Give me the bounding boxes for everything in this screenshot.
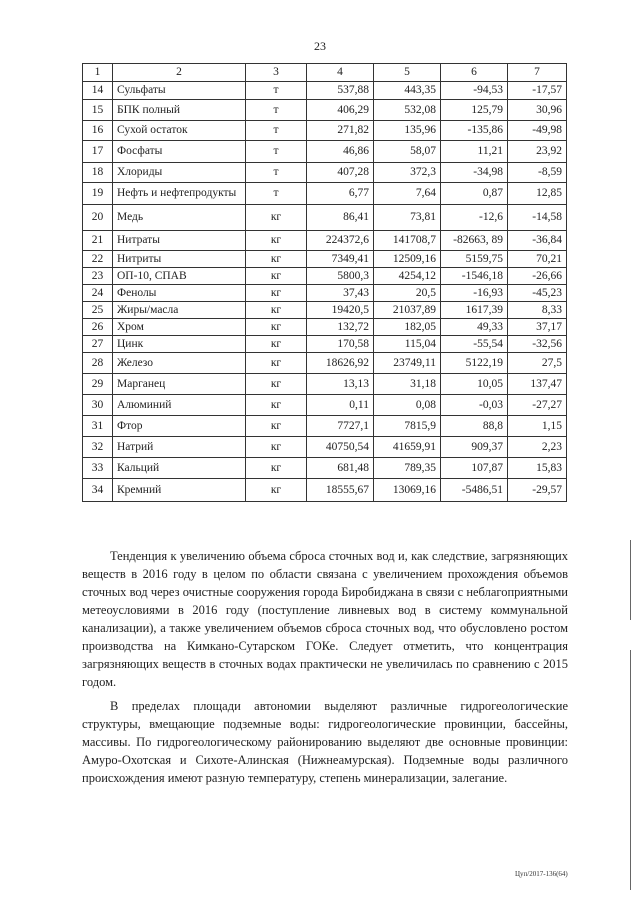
change-percent-cell: 15,83 [508,458,567,479]
scan-edge-line [630,540,631,620]
row-number-cell: 28 [83,353,113,374]
pollutant-name-cell: Медь [113,205,246,231]
unit-cell: т [246,163,307,183]
change-absolute-cell: 49,33 [441,319,508,336]
row-number-cell: 24 [83,285,113,302]
value-2016-cell: 20,5 [374,285,441,302]
value-2015-cell: 7349,41 [307,251,374,268]
value-2015-cell: 86,41 [307,205,374,231]
change-absolute-cell: -5486,51 [441,479,508,502]
change-absolute-cell: -55,54 [441,336,508,353]
column-header: 4 [307,64,374,82]
pollutant-name-cell: БПК полный [113,100,246,121]
pollutant-name-cell: Сульфаты [113,82,246,100]
unit-cell: кг [246,285,307,302]
row-number-cell: 20 [83,205,113,231]
scan-edge-line [630,650,631,890]
value-2016-cell: 443,35 [374,82,441,100]
row-number-cell: 25 [83,302,113,319]
unit-cell: кг [246,479,307,502]
row-number-cell: 32 [83,437,113,458]
table-row [83,205,567,231]
value-2015-cell: 5800,3 [307,268,374,285]
value-2015-cell: 681,48 [307,458,374,479]
change-percent-cell: -17,57 [508,82,567,100]
change-percent-cell: -45,23 [508,285,567,302]
unit-cell: кг [246,302,307,319]
unit-cell: т [246,141,307,163]
table-row [83,374,567,395]
change-absolute-cell: 0,87 [441,183,508,205]
value-2016-cell: 7,64 [374,183,441,205]
value-2016-cell: 21037,89 [374,302,441,319]
table-row [83,302,567,319]
pollutant-name-cell: Фенолы [113,285,246,302]
pollutant-name-cell: Фосфаты [113,141,246,163]
document-code: Цуп/2017-136(64) [515,870,568,878]
unit-cell: кг [246,395,307,416]
unit-cell: кг [246,268,307,285]
change-absolute-cell: -34,98 [441,163,508,183]
change-percent-cell: 1,15 [508,416,567,437]
change-absolute-cell: 5122,19 [441,353,508,374]
pollutant-name-cell: Марганец [113,374,246,395]
value-2016-cell: 115,04 [374,336,441,353]
unit-cell: кг [246,416,307,437]
table-row [83,121,567,141]
change-absolute-cell: -12,6 [441,205,508,231]
pollutant-name-cell: Хлориды [113,163,246,183]
change-percent-cell: -26,66 [508,268,567,285]
value-2015-cell: 537,88 [307,82,374,100]
row-number-cell: 14 [83,82,113,100]
change-absolute-cell: -82663, 89 [441,231,508,251]
row-number-cell: 22 [83,251,113,268]
change-percent-cell: -29,57 [508,479,567,502]
change-percent-cell: -32,56 [508,336,567,353]
row-number-cell: 30 [83,395,113,416]
unit-cell: т [246,183,307,205]
pollutant-name-cell: Натрий [113,437,246,458]
row-number-cell: 16 [83,121,113,141]
row-number-cell: 15 [83,100,113,121]
change-absolute-cell: 125,79 [441,100,508,121]
change-absolute-cell: 909,37 [441,437,508,458]
value-2016-cell: 4254,12 [374,268,441,285]
value-2016-cell: 41659,91 [374,437,441,458]
unit-cell: т [246,82,307,100]
column-header: 7 [508,64,567,82]
value-2015-cell: 170,58 [307,336,374,353]
change-percent-cell: 2,23 [508,437,567,458]
table-row [83,163,567,183]
value-2016-cell: 0,08 [374,395,441,416]
change-percent-cell: 30,96 [508,100,567,121]
pollutants-table [82,63,567,502]
row-number-cell: 27 [83,336,113,353]
table-row [83,183,567,205]
change-percent-cell: 23,92 [508,141,567,163]
unit-cell: кг [246,205,307,231]
table-row [83,353,567,374]
column-header: 1 [83,64,113,82]
change-absolute-cell: -1546,18 [441,268,508,285]
value-2015-cell: 19420,5 [307,302,374,319]
change-percent-cell: 27,5 [508,353,567,374]
change-percent-cell: 37,17 [508,319,567,336]
value-2016-cell: 7815,9 [374,416,441,437]
change-percent-cell: -8,59 [508,163,567,183]
table-row [83,82,567,100]
value-2015-cell: 13,13 [307,374,374,395]
row-number-cell: 31 [83,416,113,437]
paragraph-hydrogeology: В пределах площади автономии выделяют различные гидрогеологические структуры, вмещающие подземные воды: гидрогеологические провинции, бассейны, массивы. По гидрогеологическому районированию выделяют две основные провинции: Амуро-Охотская и Сихоте-Алинская (Нижнеамурская). Подземные воды различного происхождения имеют разную температуру, степень минерализации, залегание. [82,699,568,785]
pollutant-name-cell: Фтор [113,416,246,437]
value-2016-cell: 58,07 [374,141,441,163]
value-2016-cell: 372,3 [374,163,441,183]
change-percent-cell: 12,85 [508,183,567,205]
table-row [83,437,567,458]
change-absolute-cell: 1617,39 [441,302,508,319]
change-percent-cell: -36,84 [508,231,567,251]
table-row [83,416,567,437]
change-absolute-cell: -0,03 [441,395,508,416]
row-number-cell: 34 [83,479,113,502]
pollutant-name-cell: Железо [113,353,246,374]
table-header-row [83,64,567,82]
pollutant-name-cell: Нефть и нефтепродукты [113,183,246,205]
value-2015-cell: 132,72 [307,319,374,336]
pollutant-name-cell: Кремний [113,479,246,502]
pollutant-name-cell: Цинк [113,336,246,353]
change-absolute-cell: -94,53 [441,82,508,100]
table-row [83,231,567,251]
row-number-cell: 29 [83,374,113,395]
value-2015-cell: 7727,1 [307,416,374,437]
value-2015-cell: 37,43 [307,285,374,302]
change-percent-cell: -14,58 [508,205,567,231]
table-row [83,395,567,416]
pollutant-name-cell: Алюминий [113,395,246,416]
change-percent-cell: 70,21 [508,251,567,268]
value-2016-cell: 13069,16 [374,479,441,502]
value-2016-cell: 789,35 [374,458,441,479]
pollutant-name-cell: Хром [113,319,246,336]
unit-cell: кг [246,353,307,374]
row-number-cell: 21 [83,231,113,251]
column-header: 5 [374,64,441,82]
pollutant-name-cell: Кальций [113,458,246,479]
unit-cell: кг [246,251,307,268]
unit-cell: кг [246,336,307,353]
table-row [83,141,567,163]
row-number-cell: 23 [83,268,113,285]
value-2016-cell: 73,81 [374,205,441,231]
value-2016-cell: 12509,16 [374,251,441,268]
row-number-cell: 33 [83,458,113,479]
value-2015-cell: 46,86 [307,141,374,163]
change-absolute-cell: 5159,75 [441,251,508,268]
column-header: 6 [441,64,508,82]
unit-cell: кг [246,458,307,479]
value-2015-cell: 271,82 [307,121,374,141]
change-absolute-cell: 107,87 [441,458,508,479]
value-2016-cell: 182,05 [374,319,441,336]
unit-cell: кг [246,374,307,395]
unit-cell: кг [246,231,307,251]
table-row [83,268,567,285]
unit-cell: т [246,100,307,121]
change-absolute-cell: 10,05 [441,374,508,395]
column-header: 3 [246,64,307,82]
value-2015-cell: 6,77 [307,183,374,205]
table-row [83,458,567,479]
change-percent-cell: -49,98 [508,121,567,141]
change-absolute-cell: -16,93 [441,285,508,302]
paragraph-wastewater-trend: Тенденция к увеличению объема сброса сточных вод и, как следствие, загрязняющих веществ в 2016 году в целом по области связана с увеличением прохождения объемов сточных вод через очистные сооружения города Биробиджана в связи с неблагоприятными метеоусловиями в 2016 году (поступление ливневых вод в систему коммунальной канализации), а также увеличением объемов сброса сточных вод, что обусловлено ростом производства на Кимкано-Сутарском ГОКе. Следует отметить, что концентрация загрязняющих веществ в сточных водах практически не увеличилась по сравнению с 2015 годом. [82,549,568,689]
value-2015-cell: 406,29 [307,100,374,121]
change-absolute-cell: 11,21 [441,141,508,163]
change-percent-cell: 8,33 [508,302,567,319]
value-2015-cell: 40750,54 [307,437,374,458]
row-number-cell: 18 [83,163,113,183]
value-2015-cell: 18626,92 [307,353,374,374]
pollutant-name-cell: ОП-10, СПАВ [113,268,246,285]
unit-cell: кг [246,319,307,336]
value-2015-cell: 0,11 [307,395,374,416]
row-number-cell: 26 [83,319,113,336]
value-2016-cell: 31,18 [374,374,441,395]
value-2015-cell: 407,28 [307,163,374,183]
table-row [83,319,567,336]
table-row [83,336,567,353]
pollutant-name-cell: Жиры/масла [113,302,246,319]
value-2016-cell: 135,96 [374,121,441,141]
change-percent-cell: 137,47 [508,374,567,395]
table-row [83,100,567,121]
value-2016-cell: 23749,11 [374,353,441,374]
row-number-cell: 19 [83,183,113,205]
table-row [83,251,567,268]
unit-cell: т [246,121,307,141]
pollutant-name-cell: Сухой остаток [113,121,246,141]
unit-cell: кг [246,437,307,458]
value-2016-cell: 532,08 [374,100,441,121]
change-absolute-cell: 88,8 [441,416,508,437]
pollutant-name-cell: Нитраты [113,231,246,251]
row-number-cell: 17 [83,141,113,163]
value-2015-cell: 224372,6 [307,231,374,251]
table-row [83,479,567,502]
pollutant-name-cell: Нитриты [113,251,246,268]
change-percent-cell: -27,27 [508,395,567,416]
change-absolute-cell: -135,86 [441,121,508,141]
column-header: 2 [113,64,246,82]
page-number: 23 [314,39,326,53]
table-row [83,285,567,302]
value-2016-cell: 141708,7 [374,231,441,251]
value-2015-cell: 18555,67 [307,479,374,502]
